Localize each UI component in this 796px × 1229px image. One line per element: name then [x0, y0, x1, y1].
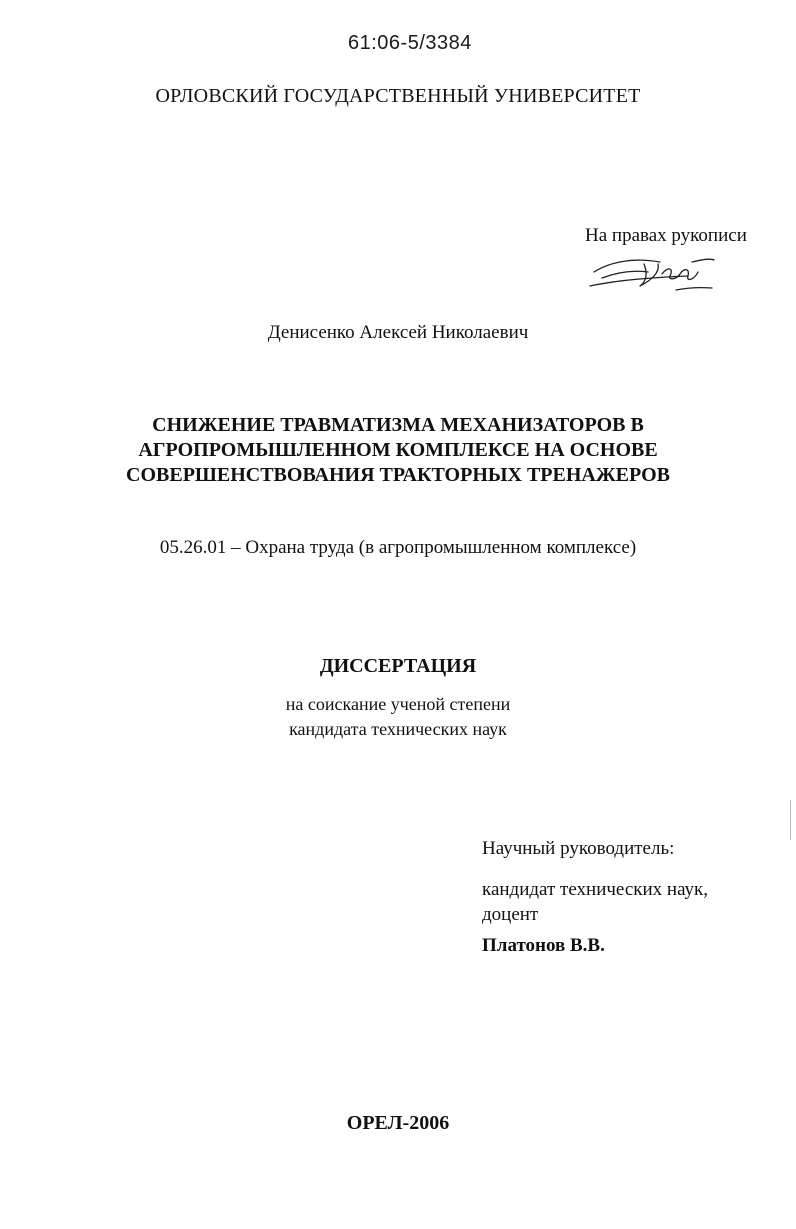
degree-line: на соискание ученой степени — [285, 694, 511, 714]
document-type: ДИССЕРТАЦИЯ — [319, 655, 477, 677]
scan-edge-mark — [790, 800, 791, 840]
title-line: СНИЖЕНИЕ ТРАВМАТИЗМА МЕХАНИЗАТОРОВ В — [152, 414, 644, 436]
city-year: ОРЕЛ-2006 — [346, 1112, 450, 1134]
supervisor-degree-line: кандидат технических наук, — [482, 879, 709, 900]
supervisor-degree — [482, 877, 708, 927]
title-line: АГРОПРОМЫШЛЕННОМ КОМПЛЕКСЕ НА ОСНОВЕ — [138, 439, 658, 461]
handwritten-signature-icon — [588, 250, 718, 295]
specialty-code: 05.26.01 – Охрана труда (в агропромышленном комплексе) — [159, 537, 637, 558]
degree-line: кандидата технических наук — [289, 719, 507, 739]
supervisor-name: Платонов В.В. — [482, 935, 605, 956]
title-line: СОВЕРШЕНСТВОВАНИЯ ТРАКТОРНЫХ ТРЕНАЖЕРОВ — [126, 464, 670, 486]
supervisor-label: Научный руководитель: — [482, 838, 675, 859]
archive-code: 61:06-5/3384 — [348, 32, 472, 54]
author-name: Денисенко Алексей Николаевич — [267, 322, 529, 343]
supervisor-degree-line: доцент — [482, 904, 539, 925]
degree-sought — [0, 692, 796, 742]
manuscript-rights-note: На правах рукописи — [585, 225, 747, 246]
university-name: ОРЛОВСКИЙ ГОСУДАРСТВЕННЫЙ УНИВЕРСИТЕТ — [155, 85, 641, 107]
dissertation-title — [0, 413, 796, 488]
